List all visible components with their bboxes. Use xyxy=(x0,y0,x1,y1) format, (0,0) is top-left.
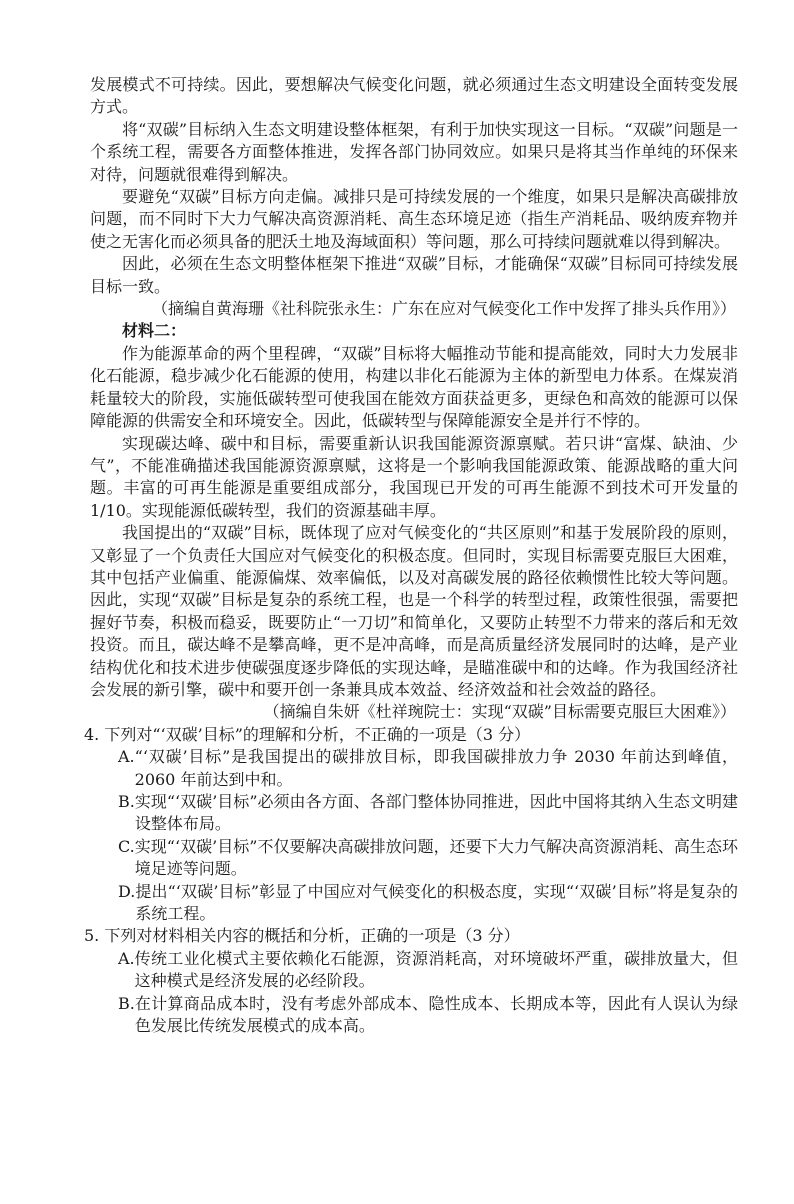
option-letter: B. xyxy=(118,993,135,1013)
option-text: 提出“‘双碳’目标”彰显了中国应对气候变化的积极态度，实现“‘双碳’目标”将是复杂的系统工程。 xyxy=(135,881,738,924)
option-letter: A. xyxy=(118,747,135,767)
option-text: 在计算商品成本时，没有考虑外部成本、隐性成本、长期成本等，因此有人误认为绿色发展比传统发展模式的成本高。 xyxy=(134,993,738,1036)
material-two-heading: 材料二： xyxy=(122,321,187,341)
option-b xyxy=(118,993,738,1038)
option-a xyxy=(118,948,738,993)
source-citation-2: （摘编自朱妍《杜祥琬院士：实现“双碳”目标需要克服巨大困难》） xyxy=(263,702,736,722)
paragraph: 因此，必须在生态文明整体框架下推进“双碳”目标，才能确保“双碳”目标同可持续发展目标一致。 xyxy=(90,254,738,296)
paragraph: 实现碳达峰、碳中和目标，需要重新认识我国能源资源禀赋。若只讲“富煤、缺油、少气”，不能准确描述我国能源资源禀赋，这将是一个影响我国能源政策、能源战略的重大问题。丰富的可再生能源是重要组成部分，我国现已开发的可再生能源不到技术可开发量的 1/10。实现能源低碳转型，我们的资源基础丰厚。 xyxy=(90,433,738,520)
question-5 xyxy=(84,925,738,1037)
question-4 xyxy=(84,724,738,926)
option-text: 实现“‘双碳’目标”不仅要解决高碳排放问题，还要下大力气解决高资源消耗、高生态环境足迹等问题。 xyxy=(134,836,738,879)
paragraph: 作为能源革命的两个里程碑，“双碳”目标将大幅推动节能和提高能效，同时大力发展非化石能源，稳步减少化石能源的使用，构建以非化石能源为主体的新型电力体系。在煤炭消耗量较大的阶段，实施低碳转型可使我国在能效方面获益更多，更绿色和高效的能源可以保障能源的供需安全和环境安全。因此，低碳转型与保障能源安全是并行不悖的。 xyxy=(90,343,738,431)
paragraph: 我国提出的“双碳”目标，既体现了应对气候变化的“共区原则”和基于发展阶段的原则，又彰显了一个负责任大国应对气候变化的积极态度。但同时，实现目标需要克服巨大困难，其中包括产业偏重、能源偏煤、效率偏低，以及对高碳发展的路径依赖惯性比较大等问题。因此，实现“双碳”目标是复杂的系统工程，也是一个科学的转型过程，政策性很强，需要把握好节奏，积极而稳妥，既要防止“一刀切”和简单化，又要防止转型不力带来的落后和无效投资。而且，碳达峰不是攀高峰，更不是冲高峰，而是高质量经济发展同时的达峰，是产业结构优化和技术进步使碳强度逐步降低的实现达峰，是瞄准碳中和的达峰。作为我国经济社会发展的新引擎，碳中和要开创一条兼具成本效益、经济效益和社会效益的路径。 xyxy=(90,523,738,699)
option-letter: C. xyxy=(118,836,135,856)
option-text: 实现“‘双碳’目标”必须由各方面、各部门整体协同推进，因此中国将其纳入生态文明建设整体布局。 xyxy=(134,792,738,834)
option-text: “‘双碳’目标”是我国提出的碳排放目标，即我国碳排放力争 2030 年前达到峰值，2060 年前达到中和。 xyxy=(134,747,738,789)
option-letter: D. xyxy=(118,881,136,901)
question-stem: 4. 下列对“‘双碳’目标”的理解和分析，不正确的一项是（3 分） xyxy=(84,724,531,744)
option-b xyxy=(118,791,738,836)
option-text: 传统工业化模式主要依赖化石能源，资源消耗高，对环境破坏严重，碳排放量大，但这种模式是经济发展的必经阶段。 xyxy=(134,948,738,991)
paragraph-continuation: 发展模式不可持续。因此，要想解决气候变化问题，就必须通过生态文明建设全面转变发展方式。 xyxy=(90,75,738,117)
question-stem: 5. 下列对材料相关内容的概括和分析，正确的一项是（3 分） xyxy=(84,926,520,946)
source-citation-1: （摘编自黄海珊《社科院张永生：广东在应对气候变化工作中发挥了排头兵作用》） xyxy=(151,299,736,319)
paragraph: 要避免“双碳”目标方向走偏。减排只是可持续发展的一个维度，如果只是解决高碳排放问题，而不同时下大力气解决高资源消耗、高生态环境足迹（指生产消耗品、吸纳废弃物并使之无害化而必须具备的肥沃土地及海域面积）等问题，那么可持续问题就难以得到解决。 xyxy=(90,187,738,251)
paragraph: 将“双碳”目标纳入生态文明建设整体框架，有利于加快实现这一目标。“双碳”问题是一个系统工程，需要各方面整体推进，发挥各部门协同效应。如果只是将其当作单纯的环保来对待，问题就很难得到解决。 xyxy=(90,119,738,184)
option-d xyxy=(118,881,738,926)
exam-page xyxy=(84,74,738,1037)
option-c xyxy=(118,836,738,881)
option-a xyxy=(118,746,738,791)
option-letter: B. xyxy=(118,792,135,811)
option-letter: A. xyxy=(118,948,135,968)
